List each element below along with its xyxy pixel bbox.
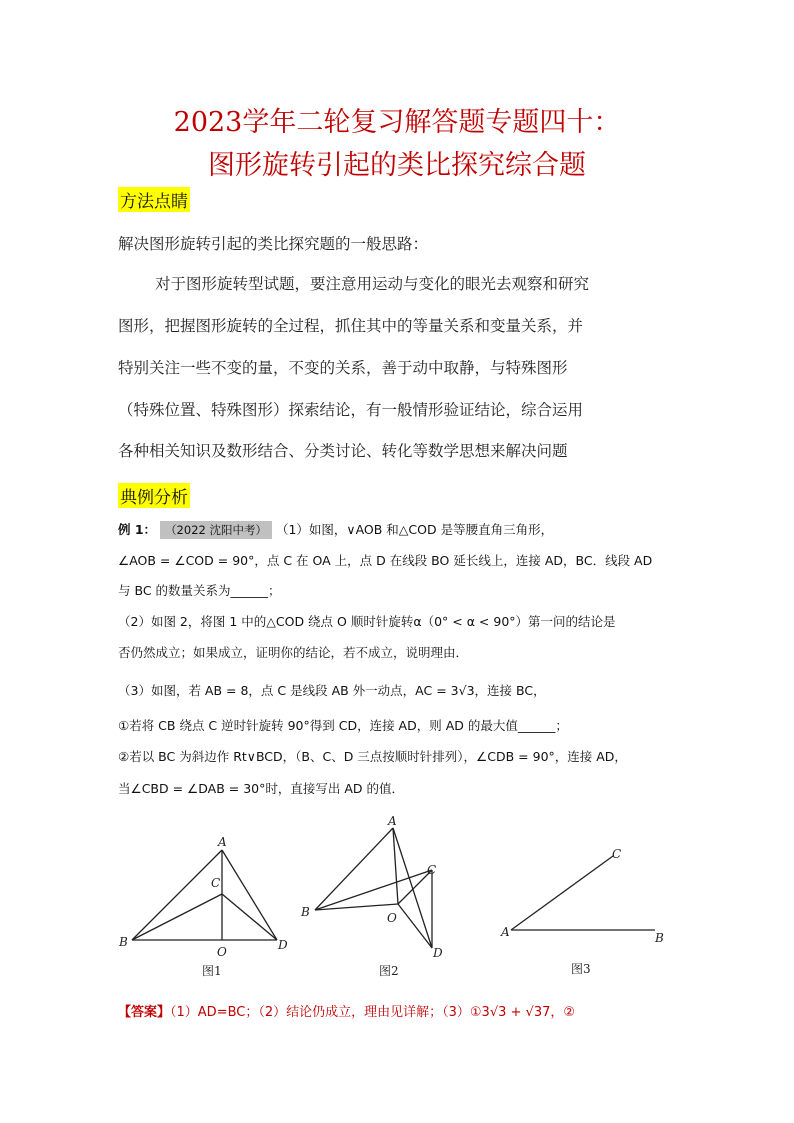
fig2-label-o: O bbox=[387, 911, 397, 925]
figure-3 bbox=[495, 840, 675, 950]
intro-text: 解决图形旋转引起的类比探究题的一般思路： bbox=[118, 235, 429, 253]
question-line-6: （3）如图，若 AB = 8，点 C 是线段 AB 外一动点，AC = 3√3，连接 BC， bbox=[118, 683, 546, 698]
question-text-1: （1）如图，∨AOB 和△COD 是等腰直角三角形， bbox=[275, 522, 554, 537]
fig1-label-a: A bbox=[218, 835, 227, 849]
para-line-3: 特别关注一些不变的量，不变的关系，善于动中取静，与特殊图形 bbox=[118, 359, 568, 377]
fig1-label-d: D bbox=[278, 938, 288, 952]
example-label: 例 1： bbox=[118, 522, 157, 537]
figure-2-caption: 图2 bbox=[379, 964, 399, 978]
question-line-4: （2）如图 2，将图 1 中的△COD 绕点 O 顺时针旋转α（0° < α < 90°）第一问的结论是 bbox=[118, 614, 616, 629]
fig2-label-d: D bbox=[433, 946, 443, 960]
para-line-1: 对于图形旋转型试题，要注意用运动与变化的眼光去观察和研究 bbox=[155, 275, 590, 293]
answer-line bbox=[118, 1001, 575, 1020]
fig2-label-c: C bbox=[427, 863, 437, 877]
question-line-3: 与 BC 的数量关系为______； bbox=[118, 583, 281, 598]
question-line-1 bbox=[118, 521, 553, 539]
figure-3-caption: 图3 bbox=[571, 962, 591, 976]
figure-2 bbox=[295, 812, 455, 962]
answer-text: （1）AD=BC；（2）结论仍成立，理由见详解；（3）①3√3 + √37，② bbox=[170, 1005, 576, 1020]
para-line-5: 各种相关知识及数形结合、分类讨论、转化等数学思想来解决问题 bbox=[118, 442, 568, 460]
para-line-4: （特殊位置、特殊图形）探索结论，有一般情形验证结论，综合运用 bbox=[118, 401, 584, 419]
section-heading-method: 方法点睛 bbox=[118, 187, 190, 212]
fig2-label-a: A bbox=[388, 814, 397, 828]
section-heading-examples: 典例分析 bbox=[118, 483, 190, 508]
fig3-label-b: B bbox=[655, 931, 664, 945]
figure-1 bbox=[115, 832, 295, 962]
fig3-label-c: C bbox=[612, 847, 622, 861]
question-line-8: ②若以 BC 为斜边作 Rt∨BCD，（B、C、D 三点按顺时针排列），∠CDB = 90°，连接 AD， bbox=[118, 749, 627, 764]
answer-prefix: 【答案】 bbox=[118, 1005, 171, 1020]
question-line-9: 当∠CBD = ∠DAB = 30°时，直接写出 AD 的值． bbox=[118, 781, 404, 796]
question-line-2: ∠AOB = ∠COD = 90°，点 C 在 OA 上，点 D 在线段 BO 延长线上，连接 AD，BC．线段 AD bbox=[118, 553, 653, 568]
figure-1-caption: 图1 bbox=[202, 964, 222, 978]
title-line-1: 2023学年二轮复习解答题专题四十： bbox=[173, 107, 621, 138]
source-tag: （2022 沈阳中考） bbox=[160, 521, 272, 539]
para-line-2: 图形，把握图形旋转的全过程，抓住其中的等量关系和变量关系，并 bbox=[118, 317, 584, 335]
fig1-label-o: O bbox=[217, 945, 227, 959]
fig1-label-b: B bbox=[119, 935, 128, 949]
fig1-label-c: C bbox=[211, 876, 221, 890]
question-line-5: 否仍然成立；如果成立，证明你的结论，若不成立，说明理由． bbox=[118, 645, 469, 660]
question-line-7: ①若将 CB 绕点 C 逆时针旋转 90°得到 CD，连接 AD，则 AD 的最大值______； bbox=[118, 718, 568, 733]
fig2-label-b: B bbox=[301, 905, 310, 919]
title-line-2: 图形旋转引起的类比探究综合题 bbox=[208, 150, 586, 181]
fig3-label-a: A bbox=[501, 925, 510, 939]
